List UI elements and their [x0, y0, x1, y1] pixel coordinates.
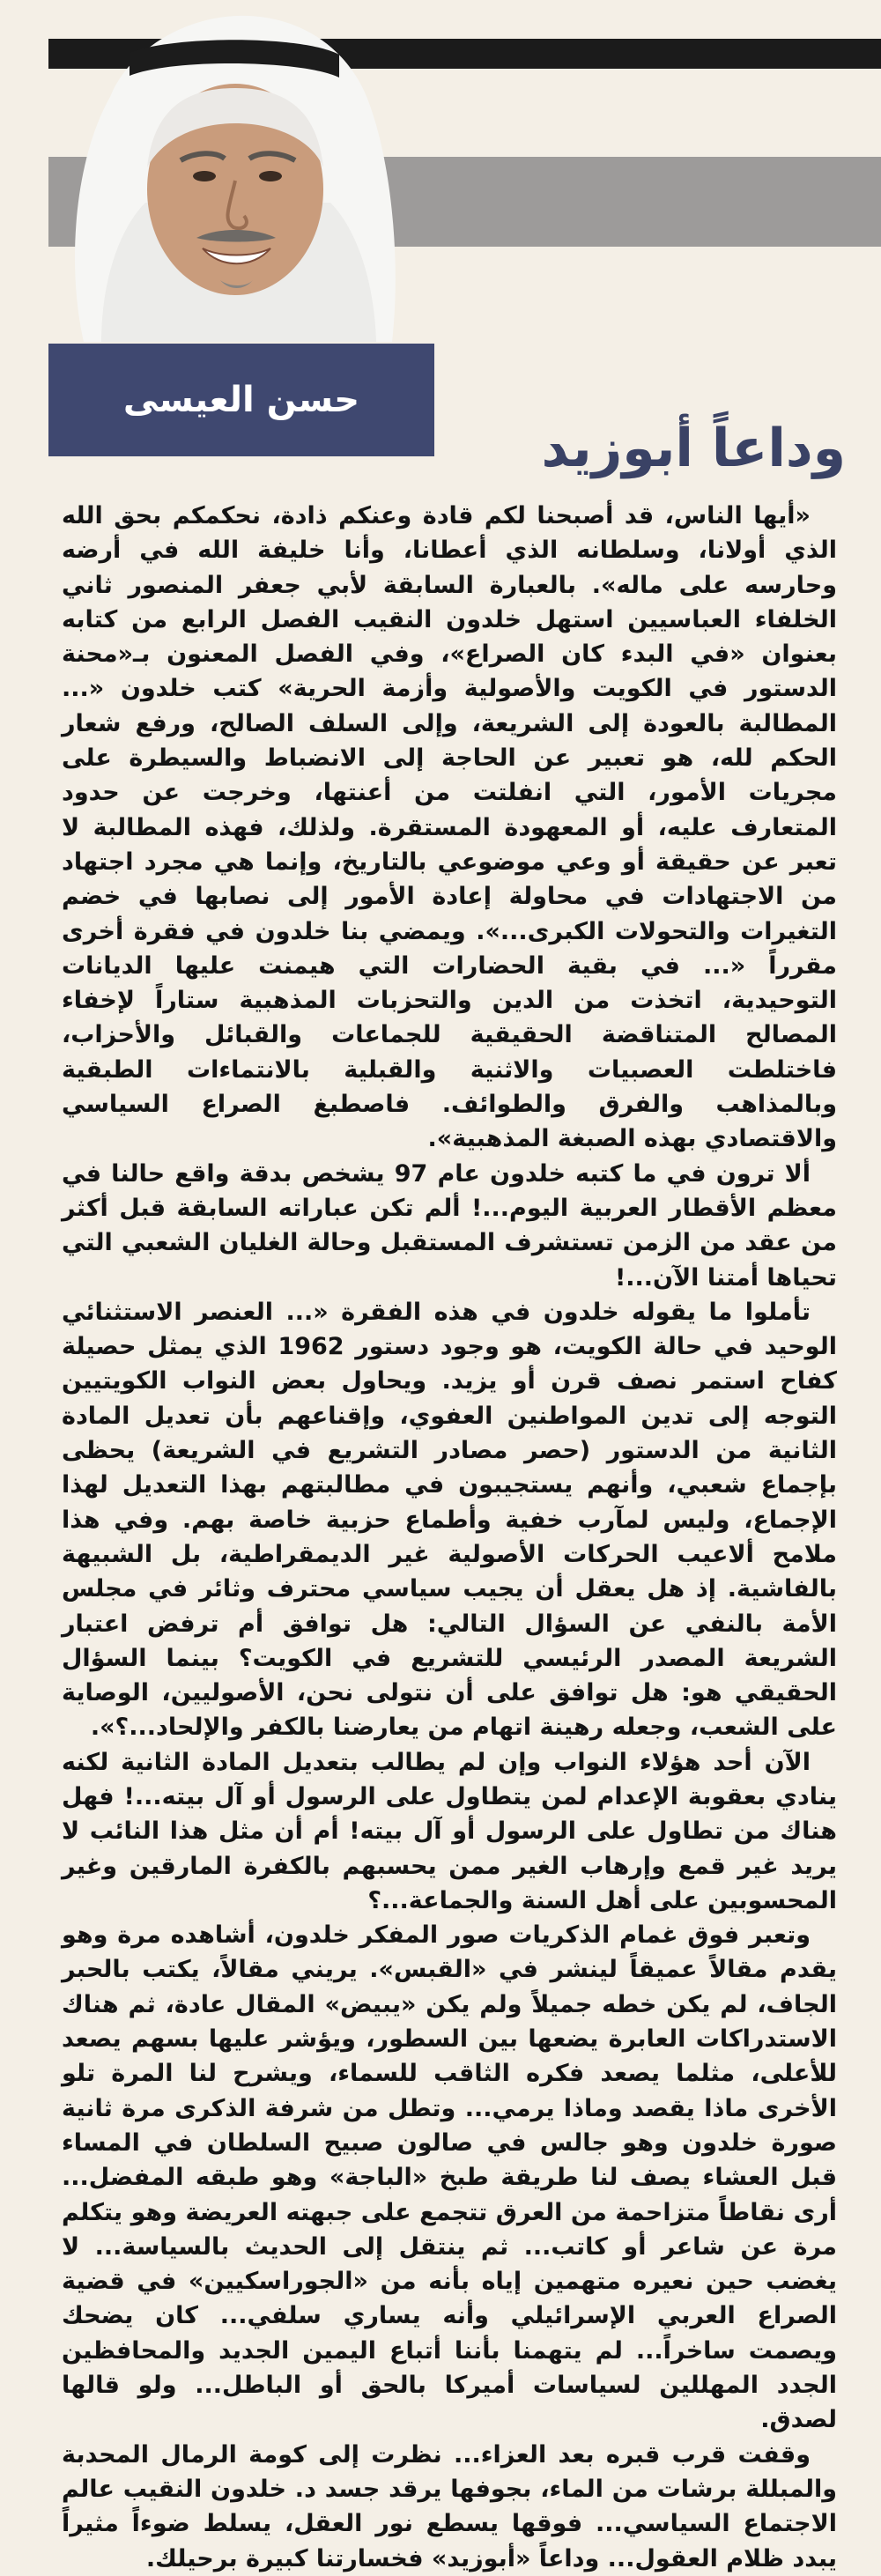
article-paragraph-3: تأملوا ما يقوله خلدون في هذه الفقرة «... العنصر الاستثنائي الوحيد في حالة الكويت، هو وجود دستور 1962 الذي يمثل حصيلة كفاح استمر نصف قرن أو يزيد. ويحاول بعض النواب الكويتيين التوجه إلى تدين المواطنين العفوي، وإقناعهم بأن تعديل المادة الثانية من الدستور (حصر مصادر التشريع في الشريعة) يحظى بإجماع شعبي، وأنهم يستجيبون في مطالبتهم بهذا التعديل لهذا الإجماع، وليس لمآرب خفية وأطماع حزبية خاصة بهم. وفي هذا ملامح ألاعيب الحركات الأصولية غير الديمقراطية، بل الشبيهة بالفاشية. إذ هل يعقل أن يجيب سياسي محترف وثائر في مجلس الأمة بالنفي عن السؤال التالي: هل توافق أم ترفض اعتبار الشريعة المصدر الرئيسي للتشريع في الكويت؟ بينما السؤال الحقيقي هو: هل توافق على أن نتولى نحن، الأصوليين، الوصاية على الشعب، وجعله رهينة اتهام من يعارضنا بالكفر والإلحاد...؟». [62, 1298, 837, 1742]
author-name: حسن العيسى [122, 380, 360, 420]
article-body [62, 499, 837, 2572]
author-name-box [48, 344, 434, 456]
article-paragraph-4: الآن أحد هؤلاء النواب وإن لم يطالب بتعديل المادة الثانية لكنه ينادي بعقوبة الإعدام لمن يتطاول على الرسول أو آل بيته...! فهل هناك من تطاول على الرسول أو آل بيته! أم أن مثل هذا النائب لا يريد غير قمع وإرهاب الغير ممن يحسبهم بالكفرة المارقين وغير المحسوبين على أهل السنة والجماعة...؟ [62, 1748, 837, 1914]
article-title: وداعاً أبوزيد [541, 418, 846, 479]
article-paragraph-5: وتعبر فوق غمام الذكريات صور المفكر خلدون، أشاهده مرة وهو يقدم مقالاً عميقاً لينشر في «القبس». يريني مقالاً، يكتب بالحبر الجاف، لم يكن خطه جميلاً ولم يكن «يبيض» المقال عادة، ثم هناك الاستدراكات العابرة يضعها بين السطور، ويؤشر عليها بسهم يصعد للأعلى، مثلما يصعد فكره الثاقب للسماء، ويشرح لنا المرة تلو الأخرى ماذا يقصد وماذا يرمي... وتطل من شرفة الذكرى مرة ثانية صورة خلدون وهو جالس في صالون صبيح السلطان في المساء قبل العشاء يصف لنا طريقة طبخ «الباجة» وهو طبقه المفضل... أرى نقاطاً متزاحمة من العرق تتجمع على جبهته العريضة وهو يتكلم مرة عن شاعر أو كاتب... ثم ينتقل إلى الحديث بالسياسة... لا يغضب حين نعيره متهمين إياه بأنه من «الجوراسكيين» في قضية الصراع العربي الإسرائيلي وأنه يساري سلفي... كان يضحك ويصمت ساخراً... لم يتهمنا بأننا أتباع اليمين الجديد والمحافظين الجدد المهللين لسياسات أميركا بالحق أو الباطل... ولو قالها لصدق. [62, 1921, 837, 2434]
article-paragraph-6: وقفت قرب قبره بعد العزاء... نظرت إلى كومة الرمال المحدبة والمبللة برشات من الماء، بجوفها يرقد جسد د. خلدون النقيب عالم الاجتماع السياسي... فوقها يسطع نور العقل، يسلط ضوءاً مثيراً يبدد ظلام العقول... وداعاً «أبوزيد» فخسارتنا كبيرة برحيلك. [62, 2440, 837, 2572]
article-paragraph-1: «أيها الناس، قد أصبحنا لكم قادة وعنكم ذادة، نحكمكم بحق الله الذي أولانا، وسلطانه الذي أعطانا، وأنا خليفة الله في أرضه وحارسه على ماله». بالعبارة السابقة لأبي جعفر المنصور ثاني الخلفاء العباسيين استهل خلدون النقيب الفصل الرابع من كتابه بعنوان «في البدء كان الصراع»، وفي الفصل المعنون بـ«محنة الدستور في الكويت والأصولية وأزمة الحرية» كتب خلدون «... المطالبة بالعودة إلى الشريعة، وإلى السلف الصالح، ورفع شعار الحكم لله، هو تعبير عن الحاجة إلى الانضباط والسيطرة على مجريات الأمور، التي انفلتت من أعنتها، وخرجت عن حدود المتعارف عليه، أو المعهودة المستقرة. ولذلك، فهذه المطالبة لا تعبر عن حقيقة أو وعي موضوعي بالتاريخ، وإنما هي مجرد اجتهاد من الاجتهادات في محاولة إعادة الأمور إلى نصابها في خضم التغيرات والتحولات الكبرى...». ويمضي بنا خلدون في فقرة أخرى مقرراً «... في بقية الحضارات التي هيمنت عليها الديانات التوحيدية، اتخذت من الدين والتحزبات المذهبية ستاراً لإخفاء المصالح المتناقضة الحقيقية للجماعات والقبائل والأحزاب، فاختلطت العصبيات والاثنية والقبلية بالانتماءات الطبقية وبالمذاهب والفرق والطوائف. فاصطبغ الصراع السياسي والاقتصادي بهذه الصبغة المذهبية». [62, 502, 837, 1153]
article-paragraph-2: ألا ترون في ما كتبه خلدون عام 97 يشخص بدقة واقع حالنا في معظم الأقطار العربية اليوم...! ألم تكن عباراته السابقة قبل أكثر من عقد من الزمن تستشرف المستقبل وحالة الغليان الشعبي التي تحياها أمتنا الآن...! [62, 1159, 837, 1292]
author-photo [48, 0, 427, 342]
